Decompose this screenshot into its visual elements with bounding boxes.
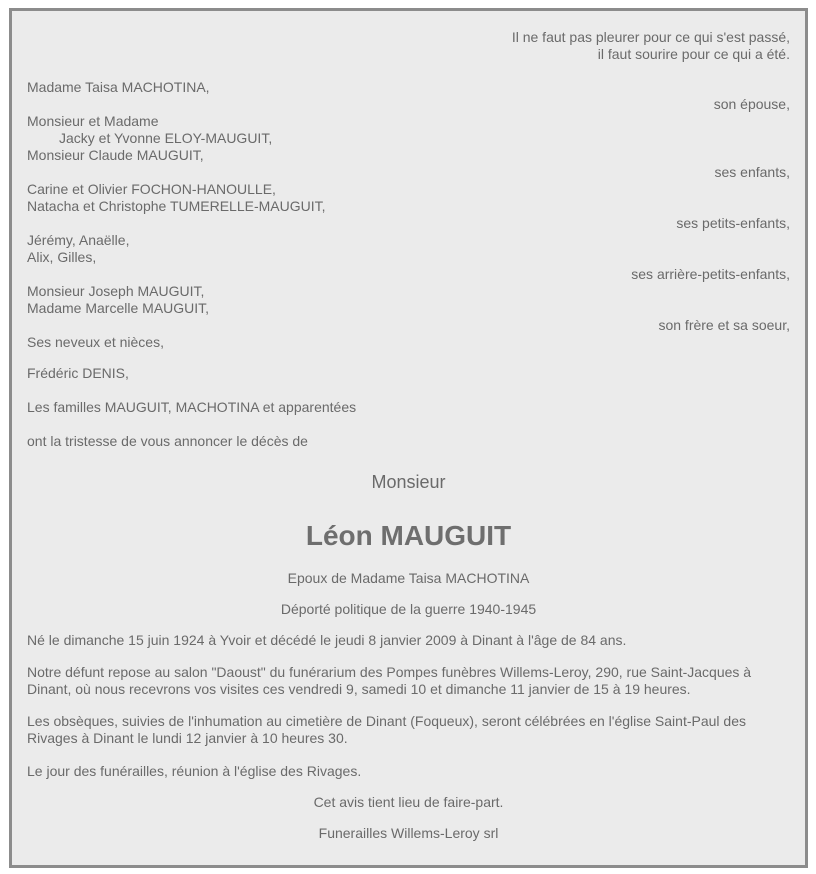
grandchildren-relation: ses petits-enfants, <box>676 215 790 231</box>
great-grandchildren-relation: ses arrière-petits-enfants, <box>631 266 790 282</box>
siblings-line-2: Madame Marcelle MAUGUIT, <box>27 300 210 316</box>
funeral-paragraph: Les obsèques, suivies de l'inhumation au cimetière de Dinant (Foqueux), seront célébrées en l'église Saint-Paul des Rivages à Dinant le lundi 12 janvier à 10 heures 30. <box>27 713 746 746</box>
notice-body <box>27 29 790 842</box>
deceased-name: Léon MAUGUIT <box>305 520 512 551</box>
notice-line: Cet avis tient lieu de faire-part. <box>313 794 504 810</box>
epigraph-line-2: il faut sourire pour ce qui a été. <box>597 46 790 62</box>
siblings-line-1: Monsieur Joseph MAUGUIT, <box>27 283 205 299</box>
other-person-line: Frédéric DENIS, <box>27 365 129 381</box>
meeting-line: Le jour des funérailles, réunion à l'église des Rivages. <box>27 763 362 779</box>
children-line-3: Monsieur Claude MAUGUIT, <box>27 147 204 163</box>
spouse-of-line: Epoux de Madame Taisa MACHOTINA <box>287 570 530 586</box>
siblings-relation: son frère et sa soeur, <box>658 317 790 333</box>
families-line: Les familles MAUGUIT, MACHOTINA et apparentées <box>27 399 357 415</box>
great-grandchildren-line-1: Jérémy, Anaëlle, <box>27 232 130 248</box>
grandchildren-line-2: Natacha et Christophe TUMERELLE-MAUGUIT, <box>27 198 326 214</box>
children-line-2: Jacky et Yvonne ELOY-MAUGUIT, <box>59 130 273 146</box>
epigraph-line-1: Il ne faut pas pleurer pour ce qui s'est passé, <box>511 29 790 45</box>
great-grandchildren-line-2: Alix, Gilles, <box>27 249 97 265</box>
deportee-line: Déporté politique de la guerre 1940-1945 <box>280 601 537 617</box>
children-relation: ses enfants, <box>714 164 790 180</box>
deceased-title: Monsieur <box>371 472 446 492</box>
spouse-relation: son épouse, <box>713 96 790 112</box>
spouse-name: Madame Taisa MACHOTINA, <box>27 79 210 95</box>
nephews-line: Ses neveux et nièces, <box>27 334 164 350</box>
funeral-home-line: Funerailles Willems-Leroy srl <box>318 825 499 841</box>
visitation-paragraph: Notre défunt repose au salon "Daoust" du funérarium des Pompes funèbres Willems-Leroy, 290, rue Saint-Jacques à Dinant, où nous recevrons vos visites ces vendredi 9, samedi 10 et dimanche 11 janvier de 15 à 19 heures. <box>27 664 752 697</box>
death-notice-card <box>9 8 808 868</box>
grandchildren-line-1: Carine et Olivier FOCHON-HANOULLE, <box>27 181 276 197</box>
announcement-line: ont la tristesse de vous annoncer le décès de <box>27 433 308 449</box>
children-line-1: Monsieur et Madame <box>27 113 159 129</box>
birth-death-line: Né le dimanche 15 juin 1924 à Yvoir et décédé le jeudi 8 janvier 2009 à Dinant à l'âge de 84 ans. <box>27 632 627 648</box>
